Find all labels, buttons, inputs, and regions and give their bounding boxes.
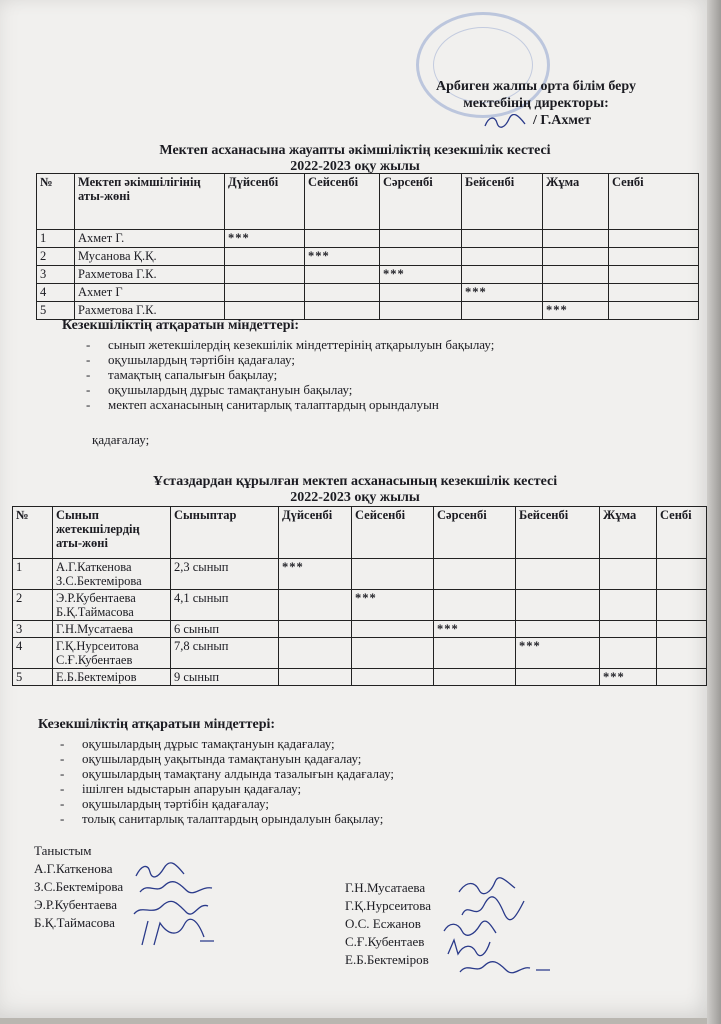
row-classes: 6 сынып <box>171 621 279 638</box>
duty-item: - оқушылардың уақытында тамақтануын қадағалау; <box>58 751 618 766</box>
duty-item: - оқушылардың дұрыс тамақтануын қадағалау; <box>58 736 618 751</box>
empty-cell <box>462 248 543 266</box>
row-num: 4 <box>13 638 53 669</box>
duty-item: - ішілген ыдыстарын апаруын қадағалау; <box>58 781 618 796</box>
signer-name: О.С. Есжанов <box>345 916 421 931</box>
row-name: Рахметова Г.К. <box>75 266 225 284</box>
duty-item: - оқушылардың тәртібін қадағалау; <box>58 796 618 811</box>
empty-cell <box>305 302 380 320</box>
empty-cell <box>279 669 352 686</box>
teacher-name: С.Ғ.Кубентаев <box>56 653 133 667</box>
col-monday: Дүйсенбі <box>225 174 305 230</box>
empty-cell <box>352 559 434 590</box>
col-name: Сынып жетекшілердің аты-жөні <box>53 507 171 559</box>
empty-cell <box>380 248 462 266</box>
empty-cell <box>434 638 516 669</box>
empty-cell <box>462 230 543 248</box>
acquainted-label: Таныстым <box>34 843 92 858</box>
signer-name: Е.Б.Бектеміров <box>345 952 429 967</box>
row-num: 5 <box>37 302 75 320</box>
empty-cell <box>225 302 305 320</box>
director-signature <box>481 114 533 128</box>
empty-cell <box>279 638 352 669</box>
empty-cell <box>434 669 516 686</box>
signature-taimasova <box>138 915 218 951</box>
signature-bektemirova <box>138 878 218 900</box>
teacher-name: Г.Н.Мусатаева <box>56 622 134 636</box>
empty-cell <box>609 230 699 248</box>
signature-bektemirov <box>458 958 554 982</box>
col-num: № <box>37 174 75 230</box>
duty-mark: *** <box>305 248 380 266</box>
col-thursday: Бейсенбі <box>462 174 543 230</box>
signer-name: Б.Қ.Таймасова <box>34 915 115 930</box>
approval-line-3 <box>416 112 656 129</box>
empty-cell <box>305 230 380 248</box>
row-names <box>53 590 171 621</box>
table2-title: Ұстаздардан құрылған мектеп асханасының кезекшілік кестесі <box>152 474 558 489</box>
empty-cell <box>352 638 434 669</box>
table2-year: 2022-2023 оқу жылы <box>290 490 420 505</box>
duty-item-continuation: қадағалау; <box>92 432 150 447</box>
col-saturday: Сенбі <box>657 507 707 559</box>
approval-line-2: мектебінің директоры: <box>463 96 609 111</box>
signature-kubentaev <box>444 936 494 960</box>
empty-cell <box>543 230 609 248</box>
row-num: 1 <box>13 559 53 590</box>
empty-cell <box>657 669 707 686</box>
row-names <box>53 669 171 686</box>
duty-item: - сынып жетекшілердің кезекшілік міндеттерінің атқарылуын бақылау; <box>84 337 644 352</box>
empty-cell <box>609 302 699 320</box>
empty-cell <box>225 266 305 284</box>
table-row <box>13 621 707 638</box>
empty-cell <box>657 590 707 621</box>
duties1-heading: Кезекшіліктің атқаратын міндеттері: <box>62 318 300 333</box>
table1-year: 2022-2023 оқу жылы <box>290 159 420 174</box>
row-num: 4 <box>37 284 75 302</box>
duty-mark: *** <box>434 621 516 638</box>
table1-title: Мектеп асханасына жауапты әкімшіліктің кезекшілік кестесі <box>159 143 551 158</box>
teacher-name: Э.Р.Кубентаева <box>56 591 136 605</box>
signer-name: Г.Н.Мусатаева <box>345 880 426 895</box>
col-wednesday: Сәрсенбі <box>380 174 462 230</box>
empty-cell <box>305 284 380 302</box>
approval-line-1: Арбиген жалпы орта білім беру <box>436 79 636 94</box>
row-classes: 2,3 сынып <box>171 559 279 590</box>
signer-name: Э.Р.Кубентаева <box>34 897 117 912</box>
signer-name: Г.Қ.Нурсеитова <box>345 898 432 913</box>
approval-block <box>416 78 656 129</box>
empty-cell <box>600 590 657 621</box>
director-name: / Г.Ахмет <box>533 113 591 128</box>
row-num: 5 <box>13 669 53 686</box>
empty-cell <box>516 590 600 621</box>
signer-name: З.С.Бектемірова <box>34 879 124 894</box>
duty-mark: *** <box>516 638 600 669</box>
teacher-name: Г.Қ.Нурсеитова <box>56 639 139 653</box>
table-row <box>13 669 707 686</box>
row-num: 1 <box>37 230 75 248</box>
empty-cell <box>380 302 462 320</box>
table-row <box>37 284 699 302</box>
row-num: 2 <box>37 248 75 266</box>
empty-cell <box>516 559 600 590</box>
empty-cell <box>380 230 462 248</box>
row-num: 2 <box>13 590 53 621</box>
acquainted-left <box>34 843 123 933</box>
row-names <box>53 621 171 638</box>
col-classes: Сыныптар <box>171 507 279 559</box>
empty-cell <box>600 559 657 590</box>
row-names <box>53 559 171 590</box>
teacher-name: Б.Қ.Таймасова <box>56 605 134 619</box>
col-friday: Жұма <box>600 507 657 559</box>
duty-item: - оқушылардың дұрыс тамақтануын бақылау; <box>84 382 644 397</box>
col-friday: Жұма <box>543 174 609 230</box>
col-tuesday: Сейсенбі <box>305 174 380 230</box>
col-wednesday: Сәрсенбі <box>434 507 516 559</box>
row-num: 3 <box>13 621 53 638</box>
empty-cell <box>462 266 543 284</box>
empty-cell <box>657 638 707 669</box>
empty-cell <box>434 590 516 621</box>
duties2-list <box>58 736 618 826</box>
duty-item: - оқушылардың тәртібін қадағалау; <box>84 352 644 367</box>
row-classes: 9 сынып <box>171 669 279 686</box>
page-edge-shadow <box>707 0 721 1024</box>
empty-cell <box>609 266 699 284</box>
empty-cell <box>609 248 699 266</box>
empty-cell <box>657 559 707 590</box>
empty-cell <box>352 669 434 686</box>
duty-item: - оқушылардың тамақтану алдында тазалығын қадағалау; <box>58 766 618 781</box>
row-name: Ахмет Г. <box>75 230 225 248</box>
row-num: 3 <box>37 266 75 284</box>
table-row <box>37 266 699 284</box>
table-row <box>13 590 707 621</box>
teacher-name: Е.Б.Бектеміров <box>56 670 137 684</box>
empty-cell <box>462 302 543 320</box>
empty-cell <box>543 266 609 284</box>
col-saturday: Сенбі <box>609 174 699 230</box>
col-name: Мектеп әкімшілігінің аты-жөні <box>75 174 225 230</box>
col-tuesday: Сейсенбі <box>352 507 434 559</box>
empty-cell <box>516 669 600 686</box>
empty-cell <box>279 621 352 638</box>
table-row <box>37 230 699 248</box>
duty-item: - мектеп асханасының санитарлық талаптардың орындалуын <box>84 397 644 412</box>
duty-item: - тамақтың сапалығын бақылау; <box>84 367 644 382</box>
empty-cell <box>434 559 516 590</box>
duty-item: - толық санитарлық талаптардың орындалуын бақылау; <box>58 811 618 826</box>
table-row <box>37 302 699 320</box>
teacher-name: А.Г.Каткенова <box>56 560 132 574</box>
duty-mark: *** <box>225 230 305 248</box>
duty-mark: *** <box>352 590 434 621</box>
row-name: Мусанова Қ.Қ. <box>75 248 225 266</box>
empty-cell <box>543 284 609 302</box>
col-thursday: Бейсенбі <box>516 507 600 559</box>
empty-cell <box>305 266 380 284</box>
row-classes: 4,1 сынып <box>171 590 279 621</box>
admin-duty-table <box>36 173 699 320</box>
table-row <box>13 559 707 590</box>
duty-mark: *** <box>380 266 462 284</box>
teacher-name: З.С.Бектемірова <box>56 574 142 588</box>
empty-cell <box>657 621 707 638</box>
empty-cell <box>279 590 352 621</box>
empty-cell <box>225 284 305 302</box>
row-name: Рахметова Г.К. <box>75 302 225 320</box>
row-names <box>53 638 171 669</box>
empty-cell <box>600 621 657 638</box>
empty-cell <box>543 248 609 266</box>
table-row <box>37 248 699 266</box>
duty-mark: *** <box>543 302 609 320</box>
empty-cell <box>225 248 305 266</box>
signer-name: А.Г.Каткенова <box>34 861 113 876</box>
row-name: Ахмет Г <box>75 284 225 302</box>
empty-cell <box>380 284 462 302</box>
row-classes: 7,8 сынып <box>171 638 279 669</box>
duties1-list <box>84 337 644 412</box>
empty-cell <box>600 638 657 669</box>
table-row <box>13 638 707 669</box>
duties2-heading: Кезекшіліктің атқаратын міндеттері: <box>38 717 276 732</box>
empty-cell <box>609 284 699 302</box>
empty-cell <box>352 621 434 638</box>
acquainted-right <box>345 880 431 970</box>
duty-mark: *** <box>462 284 543 302</box>
duty-mark: *** <box>600 669 657 686</box>
teacher-duty-table <box>12 506 707 686</box>
col-num: № <box>13 507 53 559</box>
duty-mark: *** <box>279 559 352 590</box>
signer-name: С.Ғ.Кубентаев <box>345 934 425 949</box>
empty-cell <box>516 621 600 638</box>
col-monday: Дүйсенбі <box>279 507 352 559</box>
